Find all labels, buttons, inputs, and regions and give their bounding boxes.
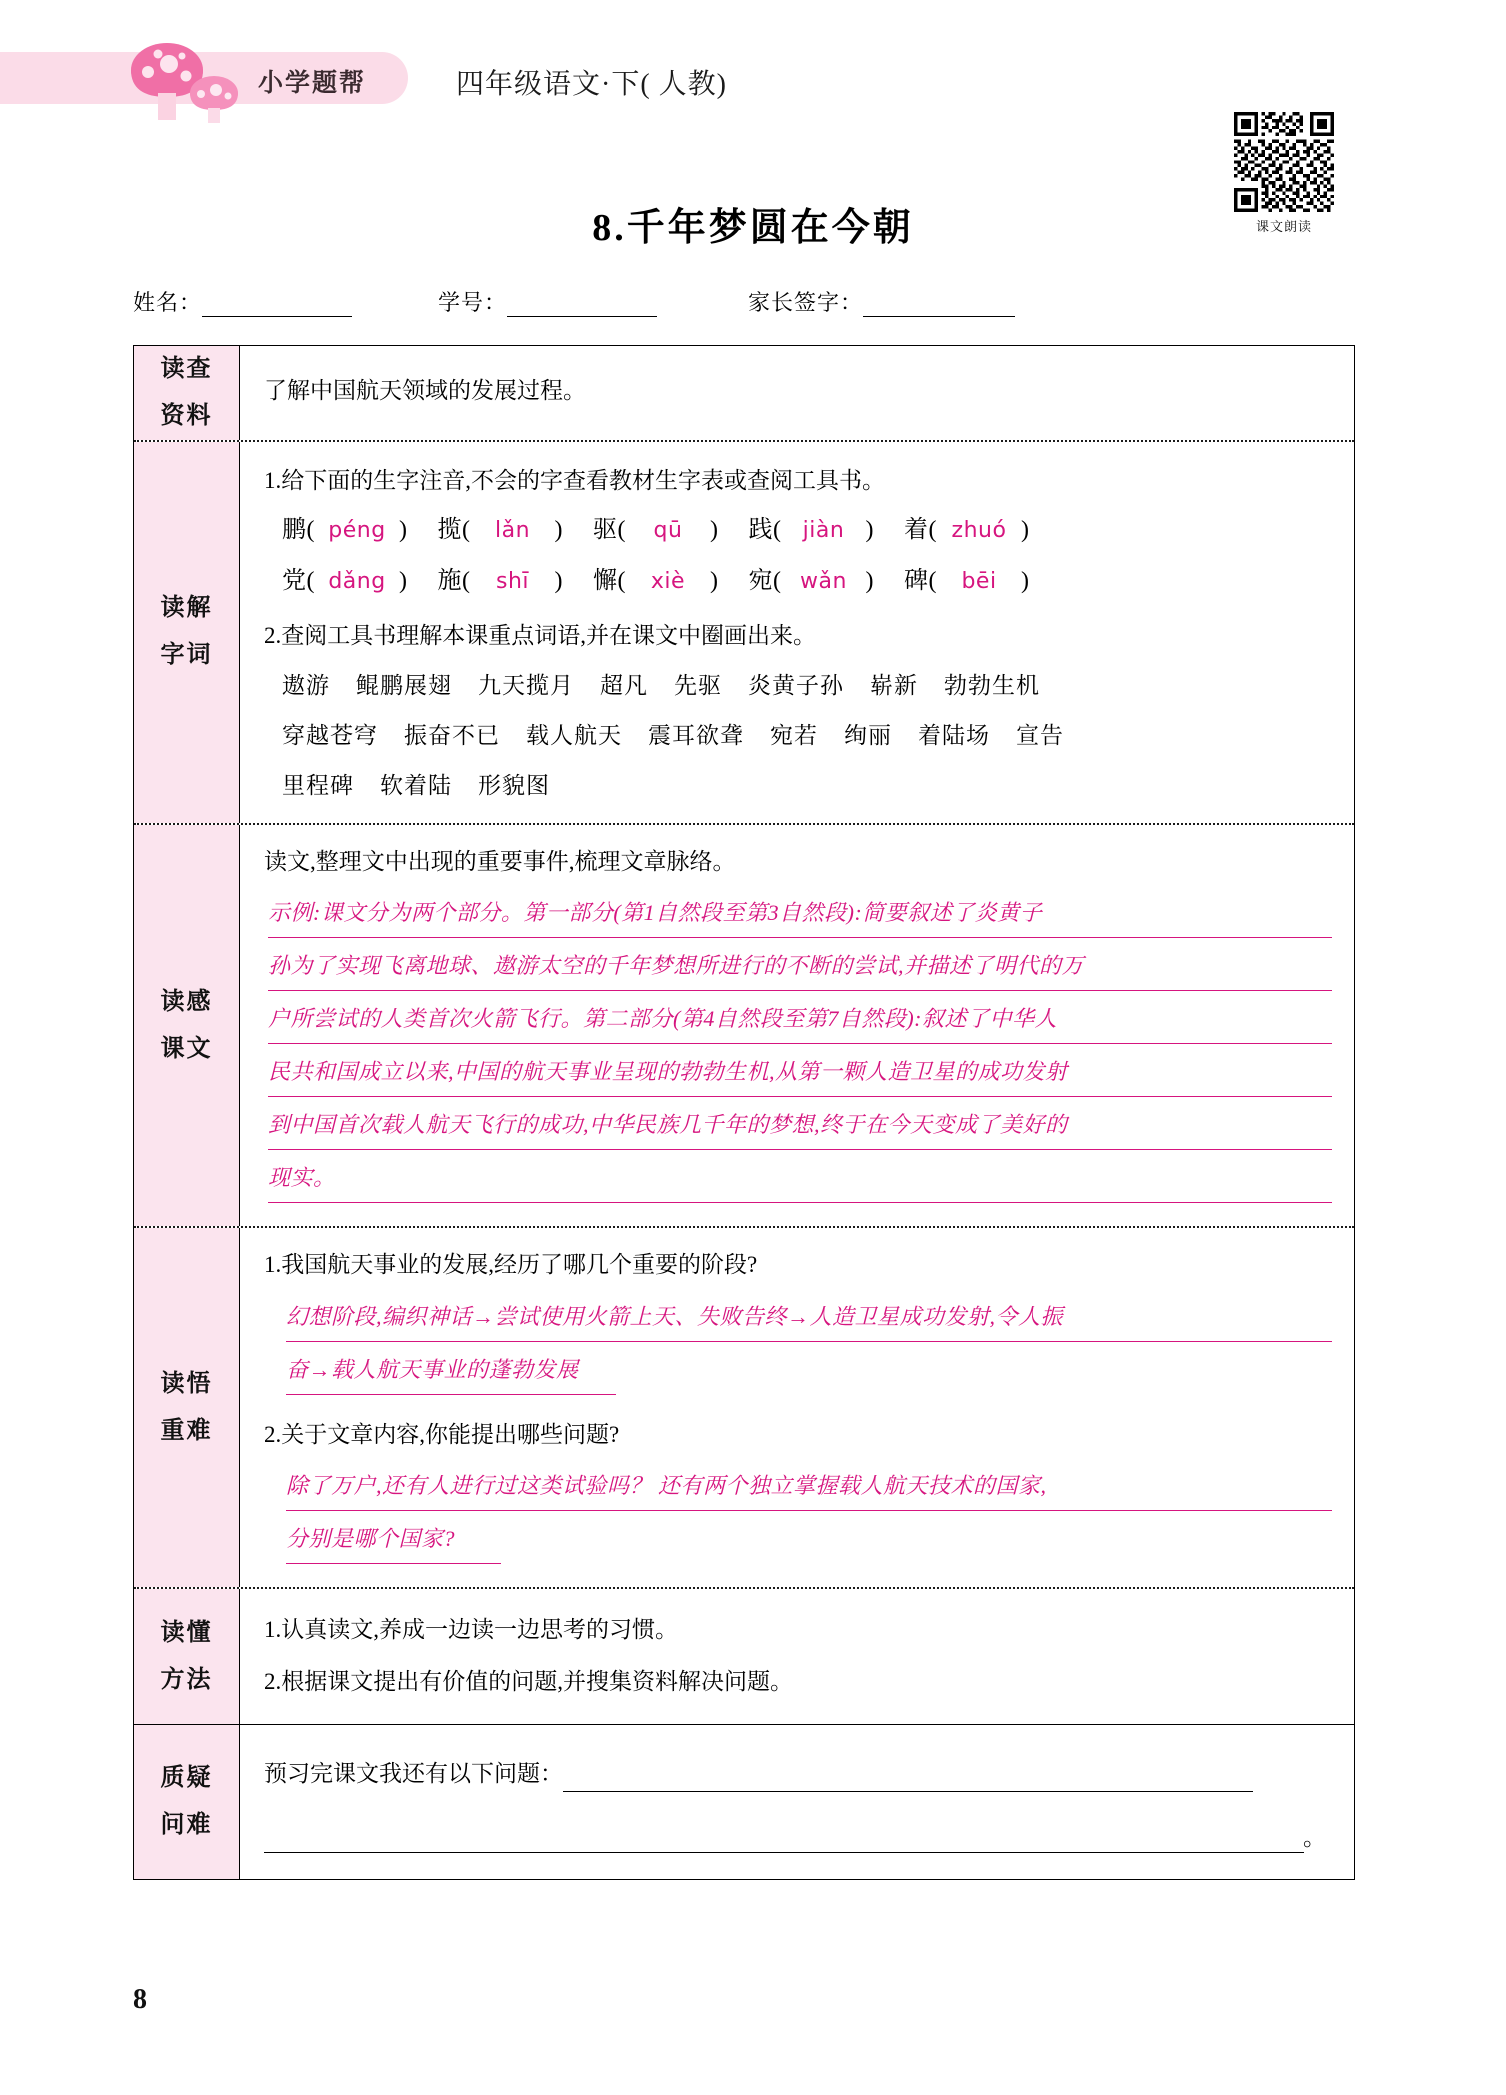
paren-open: ( — [617, 567, 626, 594]
duwu-question-2: 2.关于文章内容,你能提出哪些问题? — [264, 1421, 620, 1447]
pinyin-item[interactable] — [282, 562, 408, 601]
vocabulary-word: 载人航天 — [526, 723, 622, 749]
pinyin-hanzi: 揽 — [437, 516, 462, 543]
parent-signature-field[interactable] — [748, 286, 1015, 317]
vocabulary-row-2 — [264, 717, 1332, 754]
pinyin-row-2 — [264, 562, 1332, 601]
paren-open: ( — [773, 567, 782, 594]
answer-line: 现实。 — [268, 1155, 1332, 1203]
vocabulary-word: 软着陆 — [380, 773, 452, 799]
zhiyi-prompt-label: 预习完课文我还有以下问题： — [264, 1760, 563, 1786]
row-label-duwu-zhongnan — [134, 1228, 240, 1587]
paren-open: ( — [306, 567, 315, 594]
vocabulary-word: 穿越苍穹 — [282, 723, 378, 749]
pinyin-hanzi: 驱 — [593, 516, 618, 543]
pinyin-hanzi: 着 — [904, 516, 929, 543]
zhiyi-prompt-row — [264, 1755, 1332, 1792]
cell-duwu-zhongnan — [240, 1228, 1354, 1587]
pinyin-row-1 — [264, 511, 1332, 550]
pinyin-answer[interactable]: bēi — [961, 568, 997, 594]
duwu-question-1: 1.我国航天事业的发展,经历了哪几个重要的阶段? — [264, 1252, 758, 1278]
duwu-answer-1[interactable] — [264, 1294, 1332, 1400]
pinyin-item[interactable] — [749, 511, 875, 550]
pinyin-answer[interactable]: qū — [653, 517, 683, 543]
vocabulary-word: 超凡 — [600, 672, 648, 698]
row-label-line1: 读查 — [160, 356, 213, 382]
dujie-question-2: 2.查阅工具书理解本课重点词语,并在课文中圈画出来。 — [264, 622, 816, 648]
pinyin-item[interactable] — [438, 562, 564, 601]
row-dugan-kewen — [134, 825, 1354, 1229]
row-label-line1: 读感 — [160, 988, 213, 1015]
paren-close: ) — [1021, 516, 1030, 543]
pinyin-item[interactable] — [438, 511, 564, 550]
parent-signature-blank[interactable] — [863, 294, 1015, 317]
row-label-line1: 读悟 — [160, 1371, 213, 1398]
row-chadu-ziliao — [134, 346, 1354, 442]
pinyin-hanzi: 施 — [437, 567, 462, 594]
pinyin-answer[interactable]: péng — [328, 517, 386, 543]
worksheet-table — [133, 345, 1355, 1880]
pinyin-item[interactable] — [593, 511, 719, 550]
qr-caption: 课文朗读 — [1255, 219, 1312, 234]
zhiyi-end-mark: 。 — [1303, 1824, 1326, 1850]
pinyin-item[interactable] — [593, 562, 719, 601]
row-dujie-zici — [134, 442, 1354, 825]
row-label-line2: 课文 — [160, 1035, 213, 1062]
vocabulary-word: 绚丽 — [844, 723, 892, 749]
pinyin-answer[interactable]: zhuó — [951, 517, 1007, 543]
answer-line: 孙为了实现飞离地球、遨游太空的千年梦想所进行的不断的尝试,并描述了明代的万 — [268, 943, 1332, 991]
dudong-item: 1.认真读文,养成一边读一边思考的习惯。 — [264, 1617, 678, 1643]
paren-close: ) — [399, 516, 408, 543]
paren-close: ) — [554, 516, 563, 543]
paren-open: ( — [617, 516, 626, 543]
cell-chadu-ziliao — [240, 346, 1354, 440]
pinyin-answer[interactable]: xiè — [650, 568, 686, 594]
answer-line: 民共和国成立以来,中国的航天事业呈现的勃勃生机,从第一颗人造卫星的成功发射 — [268, 1049, 1332, 1097]
cell-dudong-fangfa — [240, 1589, 1354, 1724]
grade-subject-label: 四年级语文·下( 人教) — [456, 69, 727, 100]
paren-open: ( — [928, 567, 937, 594]
row-label-line2: 重难 — [160, 1417, 213, 1444]
pinyin-answer[interactable]: lǎn — [494, 517, 531, 543]
row-label-line1: 读懂 — [160, 1619, 213, 1646]
paren-open: ( — [773, 516, 782, 543]
vocabulary-word: 宣告 — [1016, 723, 1064, 749]
brand-name: 小学题帮 — [258, 69, 367, 97]
answer-line: 幻想阶段,编织神话→尝试使用火箭上天、失败告终→人造卫星成功发射,令人振 — [286, 1294, 1332, 1342]
dugan-prompt: 读文,整理文中出现的重要事件,梳理文章脉络。 — [264, 848, 736, 874]
dudong-item: 2.根据课文提出有价值的问题,并搜集资料解决问题。 — [264, 1668, 793, 1694]
page-number: 8 — [133, 1984, 147, 2015]
row-label-line1: 质疑 — [160, 1765, 213, 1792]
vocabulary-word: 鲲鹏展翅 — [356, 672, 452, 698]
pinyin-answer[interactable]: wǎn — [800, 568, 847, 594]
answer-line: 奋→载人航天事业的蓬勃发展 — [286, 1347, 616, 1395]
vocabulary-word: 宛若 — [770, 723, 818, 749]
pinyin-item[interactable] — [282, 511, 408, 550]
pinyin-item[interactable] — [904, 511, 1030, 550]
answer-line: 示例:课文分为两个部分。第一部分(第1自然段至第3自然段):简要叙述了炎黄子 — [268, 890, 1332, 938]
row-label-dugan-kewen — [134, 825, 240, 1227]
vocabulary-word: 着陆场 — [918, 723, 990, 749]
answer-line: 到中国首次载人航天飞行的成功,中华民族几千年的梦想,终于在今天变成了美好的 — [268, 1102, 1332, 1150]
pinyin-item[interactable] — [749, 562, 875, 601]
pinyin-hanzi: 鹏 — [282, 516, 307, 543]
student-id-field[interactable] — [438, 286, 657, 317]
paren-close: ) — [399, 567, 408, 594]
paren-open: ( — [306, 516, 315, 543]
vocabulary-word: 崭新 — [870, 672, 918, 698]
row-label-dujie-zici — [134, 442, 240, 823]
row-label-line2: 资料 — [160, 402, 213, 429]
vocabulary-word: 遨游 — [282, 672, 330, 698]
row-label-line2: 方法 — [160, 1666, 213, 1693]
vocabulary-word: 勃勃生机 — [944, 672, 1040, 698]
zhiyi-answer-blank-1[interactable] — [563, 1767, 1253, 1792]
vocabulary-word: 形貌图 — [478, 773, 550, 799]
pinyin-item[interactable] — [904, 562, 1030, 601]
paren-close: ) — [710, 516, 719, 543]
row-zhiyi-wennan — [134, 1725, 1354, 1879]
row-dudong-fangfa — [134, 1589, 1354, 1725]
cell-dugan-kewen — [240, 825, 1354, 1227]
pinyin-hanzi: 宛 — [748, 567, 773, 594]
paren-close: ) — [865, 567, 874, 594]
row-label-line1: 读解 — [160, 595, 213, 622]
paren-open: ( — [462, 516, 471, 543]
cell-dujie-zici — [240, 442, 1354, 823]
dujie-question-1: 1.给下面的生字注音,不会的字查看教材生字表或查阅工具书。 — [264, 467, 885, 493]
name-field[interactable] — [133, 286, 352, 317]
chadu-content-text: 了解中国航天领域的发展过程。 — [264, 378, 586, 403]
paren-open: ( — [462, 567, 471, 594]
duwu-answer-2[interactable] — [264, 1463, 1332, 1569]
name-field-blank[interactable] — [202, 294, 352, 317]
pinyin-hanzi: 碑 — [904, 567, 929, 594]
zhiyi-answer-blank-2[interactable] — [264, 1822, 1326, 1853]
cell-zhiyi-wennan — [240, 1725, 1354, 1879]
vocabulary-word: 里程碑 — [282, 773, 354, 799]
paren-close: ) — [554, 567, 563, 594]
paren-open: ( — [928, 516, 937, 543]
mushroom-logo-small — [185, 73, 243, 123]
row-label-dudong-fangfa — [134, 1589, 240, 1724]
row-label-line2: 问难 — [160, 1811, 213, 1838]
student-info-row — [133, 286, 1183, 320]
page-title: 8.千年梦圆在今朝 — [592, 207, 914, 249]
row-label-chadu-ziliao — [134, 346, 240, 440]
pinyin-answer[interactable]: jiàn — [802, 517, 845, 543]
answer-line: 户所尝试的人类首次火箭飞行。第二部分(第4自然段至第7自然段):叙述了中华人 — [268, 996, 1332, 1044]
vocabulary-row-3 — [264, 767, 1332, 804]
vocabulary-word: 炎黄子孙 — [748, 672, 844, 698]
parent-signature-label: 家长签字： — [748, 290, 864, 315]
vocabulary-row-1 — [264, 667, 1332, 704]
paren-close: ) — [865, 516, 874, 543]
paren-close: ) — [1021, 567, 1030, 594]
row-label-zhiyi-wennan — [134, 1725, 240, 1879]
row-duwu-zhongnan — [134, 1228, 1354, 1589]
row-label-line2: 字词 — [160, 642, 213, 669]
student-id-label: 学号： — [438, 290, 508, 315]
pinyin-hanzi: 懈 — [593, 567, 618, 594]
pinyin-hanzi: 党 — [282, 567, 307, 594]
vocabulary-word: 先驱 — [674, 672, 722, 698]
name-field-label: 姓名： — [133, 290, 203, 315]
vocabulary-word: 九天揽月 — [478, 672, 574, 698]
vocabulary-word: 振奋不已 — [404, 723, 500, 749]
answer-line: 分别是哪个国家? — [286, 1516, 501, 1564]
student-id-blank[interactable] — [507, 294, 657, 317]
pinyin-hanzi: 践 — [748, 516, 773, 543]
vocabulary-word: 震耳欲聋 — [648, 723, 744, 749]
dugan-answer[interactable] — [264, 890, 1332, 1204]
paren-close: ) — [710, 567, 719, 594]
pinyin-answer[interactable]: shī — [495, 568, 530, 594]
answer-line: 除了万户,还有人进行过这类试验吗？ 还有两个独立掌握载人航天技术的国家, — [286, 1463, 1332, 1511]
pinyin-answer[interactable]: dǎng — [328, 568, 386, 594]
